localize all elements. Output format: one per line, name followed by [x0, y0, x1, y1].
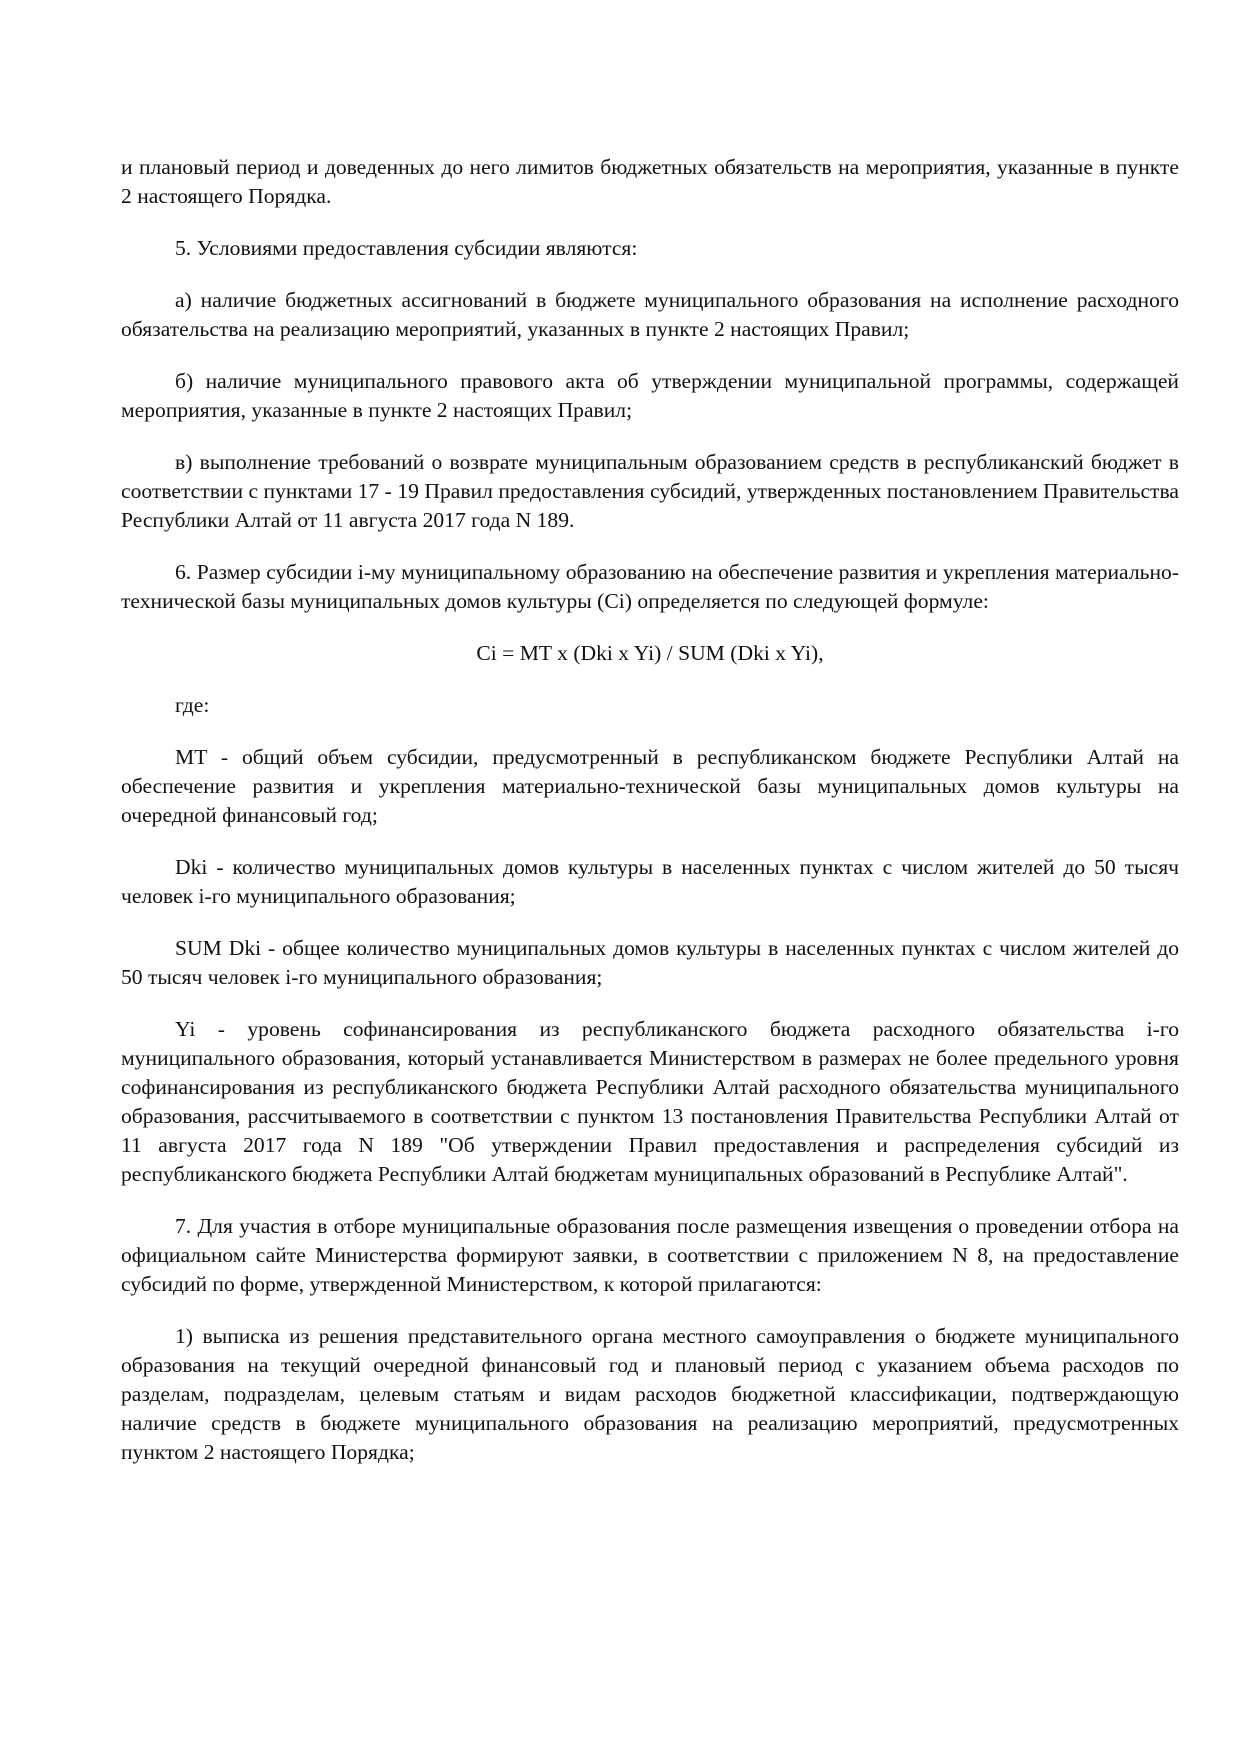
definition-sum-dki: SUM Dki - общее количество муниципальных домов культуры в населенных пунктах с числом жителей до 50 тысяч человек i-го муниципального образования;: [121, 936, 1179, 989]
where-label: где:: [175, 693, 210, 717]
formula: Ci = MT x (Dki x Yi) / SUM (Dki x Yi),: [476, 641, 824, 665]
paragraph-7: 7. Для участия в отборе муниципальные образования после размещения извещения о проведении отбора на официальном сайте Министерства формируют заявки, в соответствии с приложением N 8, на предоставление субсидий по форме, утвержденной Министерством, к которой прилагаются:: [121, 1214, 1179, 1296]
definition-dki: Dki - количество муниципальных домов культуры в населенных пунктах с числом жителей до 50 тысяч человек i-го муниципального образования;: [121, 855, 1179, 908]
paragraph-5b: б) наличие муниципального правового акта об утверждении муниципальной программы, содержащей мероприятия, указанные в пункте 2 настоящих Правил;: [121, 369, 1179, 422]
paragraph-5a: а) наличие бюджетных ассигнований в бюджете муниципального образования на исполнение расходного обязательства на реализацию мероприятий, указанных в пункте 2 настоящих Правил;: [121, 288, 1179, 341]
document-page: [121, 153, 1179, 1490]
paragraph-7-1: 1) выписка из решения представительного органа местного самоуправления о бюджете муниципального образования на текущий очередной финансовый год и плановый период с указанием объема расходов по разделам, подразделам, целевым статьям и видам расходов бюджетной классификации, подтверждающую наличие средств в бюджете муниципального образования на реализацию мероприятий, предусмотренных пунктом 2 настоящего Порядка;: [121, 1324, 1179, 1464]
paragraph-continuation: и плановый период и доведенных до него лимитов бюджетных обязательств на мероприятия, указанные в пункте 2 настоящего Порядка.: [121, 155, 1179, 208]
definition-mt: MT - общий объем субсидии, предусмотренный в республиканском бюджете Республики Алтай на обеспечение развития и укрепления материально-технической базы муниципальных домов культуры на очередной финансовый год;: [121, 745, 1179, 827]
paragraph-5-heading: 5. Условиями предоставления субсидии являются:: [175, 236, 638, 260]
definition-yi: Yi - уровень софинансирования из республиканского бюджета расходного обязательства i-го муниципального образования, который устанавливается Министерством в размерах не более предельного уровня софинансирования из республиканского бюджета Республики Алтай расходного обязательства муниципального образования, рассчитываемого в соответствии с пунктом 13 постановления Правительства Республики Алтай от 11 августа 2017 года N 189 "Об утверждении Правил предоставления и распределения субсидий из республиканского бюджета Республики Алтай бюджетам муниципальных образований в Республике Алтай".: [121, 1017, 1179, 1186]
paragraph-6: 6. Размер субсидии i-му муниципальному образованию на обеспечение развития и укрепления материально-технической базы муниципальных домов культуры (Ci) определяется по следующей формуле:: [121, 560, 1179, 613]
paragraph-5v: в) выполнение требований о возврате муниципальным образованием средств в республиканский бюджет в соответствии с пунктами 17 - 19 Правил предоставления субсидий, утвержденных постановлением Правительства Республики Алтай от 11 августа 2017 года N 189.: [121, 450, 1179, 532]
